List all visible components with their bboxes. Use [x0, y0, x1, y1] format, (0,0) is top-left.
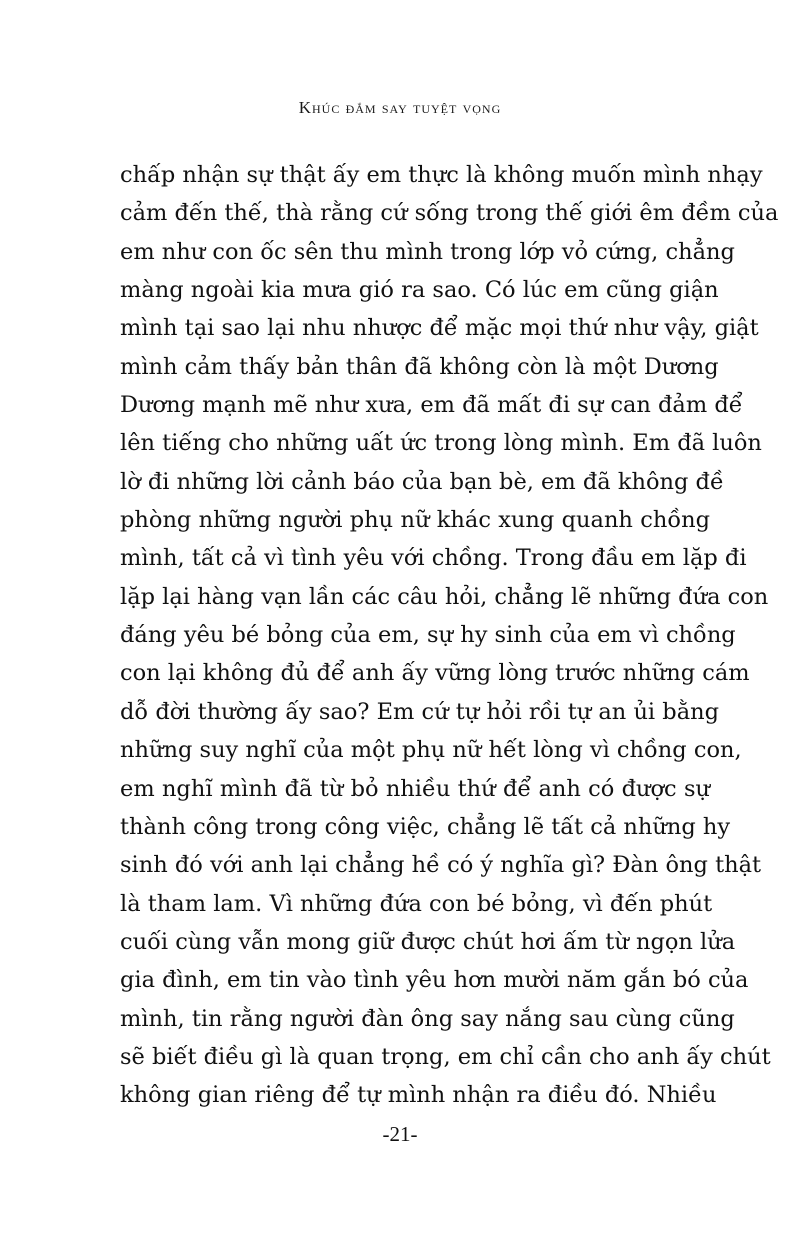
text-line: đáng yêu bé bỏng của em, sự hy sinh của em vì chồng	[120, 622, 736, 649]
text-line: phòng những người phụ nữ khác xung quanh chồng	[120, 507, 710, 534]
page-number: -21-	[382, 1122, 418, 1146]
text-line: sinh đó với anh lại chẳng hề có ý nghĩa gì? Đàn ông thật	[120, 852, 762, 879]
text-line: em như con ốc sên thu mình trong lớp vỏ cứng, chẳng	[120, 238, 735, 265]
text-line: không gian riêng để tự mình nhận ra điều đó. Nhiều	[120, 1082, 717, 1109]
text-line: dỗ đời thường ấy sao? Em cứ tự hỏi rồi tự an ủi bằng	[120, 698, 719, 725]
text-line: thành công trong công việc, chẳng lẽ tất cả những hy	[120, 813, 731, 840]
text-line: mình cảm thấy bản thân đã không còn là một Dương	[120, 353, 719, 380]
text-line: màng ngoài kia mưa gió ra sao. Có lúc em cũng giận	[120, 277, 719, 304]
text-line: Dương mạnh mẽ như xưa, em đã mất đi sự can đảm để	[120, 392, 743, 419]
running-header: Khúc đắm say tuyệt vọng	[298, 98, 502, 117]
text-line: là tham lam. Vì những đứa con bé bỏng, vì đến phút	[120, 890, 713, 917]
text-line: con lại không đủ để anh ấy vững lòng trước những cám	[120, 660, 750, 687]
text-line: sẽ biết điều gì là quan trọng, em chỉ cần cho anh ấy chút	[120, 1043, 771, 1070]
text-line: những suy nghĩ của một phụ nữ hết lòng vì chồng con,	[120, 737, 742, 764]
text-line: cảm đến thế, thà rằng cứ sống trong thế giới êm đềm của	[120, 200, 779, 227]
text-line: mình tại sao lại nhu nhược để mặc mọi thứ như vậy, giật	[120, 315, 759, 342]
text-line: lên tiếng cho những uất ức trong lòng mình. Em đã luôn	[120, 430, 762, 457]
text-line: gia đình, em tin vào tình yêu hơn mười năm gắn bó của	[120, 967, 749, 994]
body-text	[120, 156, 779, 1115]
text-line: mình, tin rằng người đàn ông say nắng sau cùng cũng	[120, 1005, 735, 1032]
text-line: lờ đi những lời cảnh báo của bạn bè, em đã không đề	[120, 468, 724, 495]
text-line: mình, tất cả vì tình yêu với chồng. Trong đầu em lặp đi	[120, 545, 747, 572]
text-line: em nghĩ mình đã từ bỏ nhiều thứ để anh có được sự	[120, 775, 710, 802]
text-line: lặp lại hàng vạn lần các câu hỏi, chẳng lẽ những đứa con	[120, 583, 769, 610]
text-line: chấp nhận sự thật ấy em thực là không muốn mình nhạy	[120, 162, 763, 188]
text-line: cuối cùng vẫn mong giữ được chút hơi ấm từ ngọn lửa	[120, 928, 736, 955]
